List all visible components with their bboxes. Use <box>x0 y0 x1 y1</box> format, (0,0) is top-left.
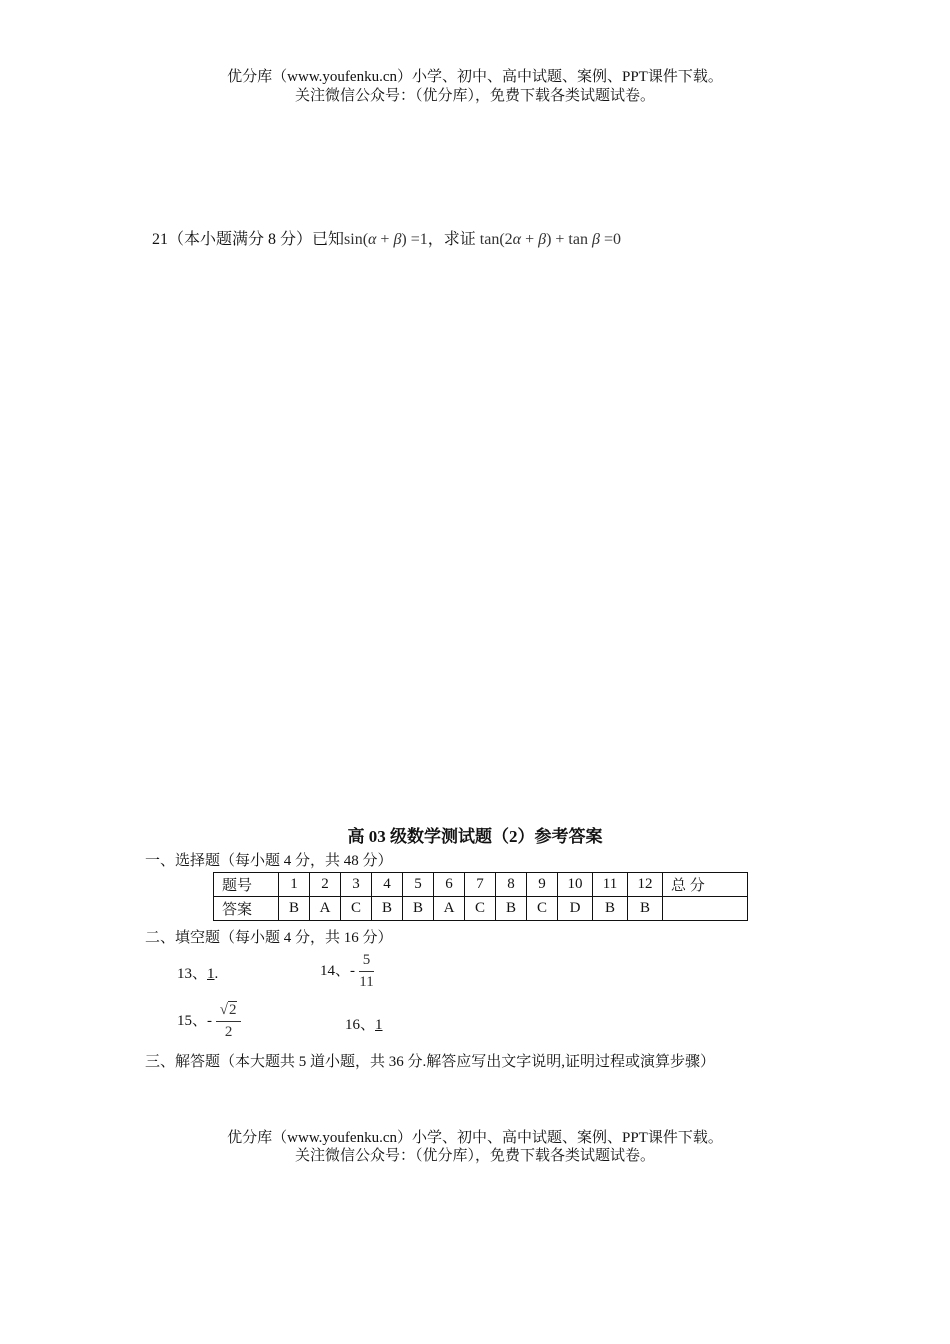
section-1-heading: 一、选择题（每小题 4 分，共 48 分） <box>145 853 393 869</box>
table-cell-answer: C <box>527 897 558 921</box>
table-cell-answer: B <box>279 897 310 921</box>
footer-line-2: 关注微信公众号：（优分库），免费下载各类试题试卷。 <box>294 1148 655 1164</box>
footer-line-1: 优分库（www.youfenku.cn）小学、初中、高中试题、案例、PPT课件下载。 <box>227 1130 723 1146</box>
answer-key-title: 高 03 级数学测试题（2）参考答案 <box>347 827 603 846</box>
q14-denominator: 11 <box>359 974 374 990</box>
header-line-2: 关注微信公众号：（优分库），免费下载各类试题试卷。 <box>294 88 655 104</box>
table-cell-number: 1 <box>279 873 310 897</box>
table-cell-number: 8 <box>496 873 527 897</box>
beta-symbol-3: β <box>591 231 600 248</box>
table-cell-answer: B <box>372 897 403 921</box>
q14-numerator: 5 <box>359 952 375 972</box>
q16-value: 1 <box>375 1017 383 1033</box>
table-row-answers <box>214 897 748 921</box>
table-cell-number: 3 <box>341 873 372 897</box>
q14-label: 14、- <box>320 962 355 979</box>
question-21-given <box>344 231 428 248</box>
plus-sign-2: + <box>521 231 539 248</box>
table-cell-answer: A <box>310 897 341 921</box>
tan-term: ) + tan <box>546 231 592 248</box>
q15-numerator <box>216 1002 242 1022</box>
equals-one: ) =1 <box>401 231 428 248</box>
total-score-label: 总 分 <box>663 873 748 897</box>
table-cell-answer: D <box>558 897 593 921</box>
row-label-answers: 答案 <box>214 897 279 921</box>
beta-symbol: β <box>393 231 402 248</box>
table-cell-number: 2 <box>310 873 341 897</box>
fill-answer-15 <box>177 1002 241 1041</box>
q15-denominator: 2 <box>224 1024 233 1040</box>
question-21 <box>152 226 621 249</box>
header-line-1: 优分库（www.youfenku.cn）小学、初中、高中试题、案例、PPT课件下载。 <box>227 69 723 85</box>
q15-label: 15、- <box>177 1012 212 1029</box>
alpha-symbol-2: α <box>512 231 522 248</box>
question-21-prove <box>480 231 621 248</box>
q14-fraction <box>359 952 375 991</box>
table-cell-answer: B <box>403 897 434 921</box>
sqrt-icon: √2 <box>219 1002 237 1018</box>
q15-radicand: 2 <box>228 1002 237 1018</box>
equals-zero: =0 <box>599 231 621 248</box>
plus-sign: + <box>376 231 394 248</box>
fill-answer-13 <box>177 962 218 983</box>
fill-answer-14 <box>320 952 374 991</box>
sin-function: sin( <box>344 231 369 248</box>
alpha-symbol: α <box>368 231 377 248</box>
table-row-numbers <box>214 873 748 897</box>
section-2-heading: 二、填空题（每小题 4 分，共 16 分） <box>145 930 393 946</box>
table-cell-answer: C <box>341 897 372 921</box>
tan-function: tan(2 <box>479 231 513 248</box>
fill-answer-16 <box>345 1013 383 1034</box>
table-cell-number: 10 <box>558 873 593 897</box>
table-cell-answer: B <box>593 897 628 921</box>
table-cell-number: 12 <box>628 873 663 897</box>
row-label-numbers: 题号 <box>214 873 279 897</box>
q15-fraction <box>216 1002 242 1041</box>
table-cell-number: 6 <box>434 873 465 897</box>
total-score-cell <box>663 897 748 921</box>
beta-symbol-2: β <box>538 231 547 248</box>
table-cell-answer: B <box>628 897 663 921</box>
table-cell-number: 4 <box>372 873 403 897</box>
q13-value: 1 <box>207 966 215 982</box>
answer-table <box>213 872 748 921</box>
question-21-mid: ，求证 <box>427 231 480 248</box>
q13-label: 13、 <box>177 966 208 982</box>
table-cell-answer: A <box>434 897 465 921</box>
table-cell-answer: C <box>465 897 496 921</box>
table-cell-answer: B <box>496 897 527 921</box>
table-cell-number: 5 <box>403 873 434 897</box>
section-3-heading: 三、解答题（本大题共 5 道小题，共 36 分.解答应写出文字说明,证明过程或演算步骤） <box>145 1054 716 1070</box>
table-cell-number: 7 <box>465 873 496 897</box>
question-21-prefix: 21（本小题满分 8 分）已知 <box>152 231 345 248</box>
q16-label: 16、 <box>345 1017 376 1033</box>
table-cell-number: 11 <box>593 873 628 897</box>
table-cell-number: 9 <box>527 873 558 897</box>
q13-dot: . <box>214 966 219 982</box>
